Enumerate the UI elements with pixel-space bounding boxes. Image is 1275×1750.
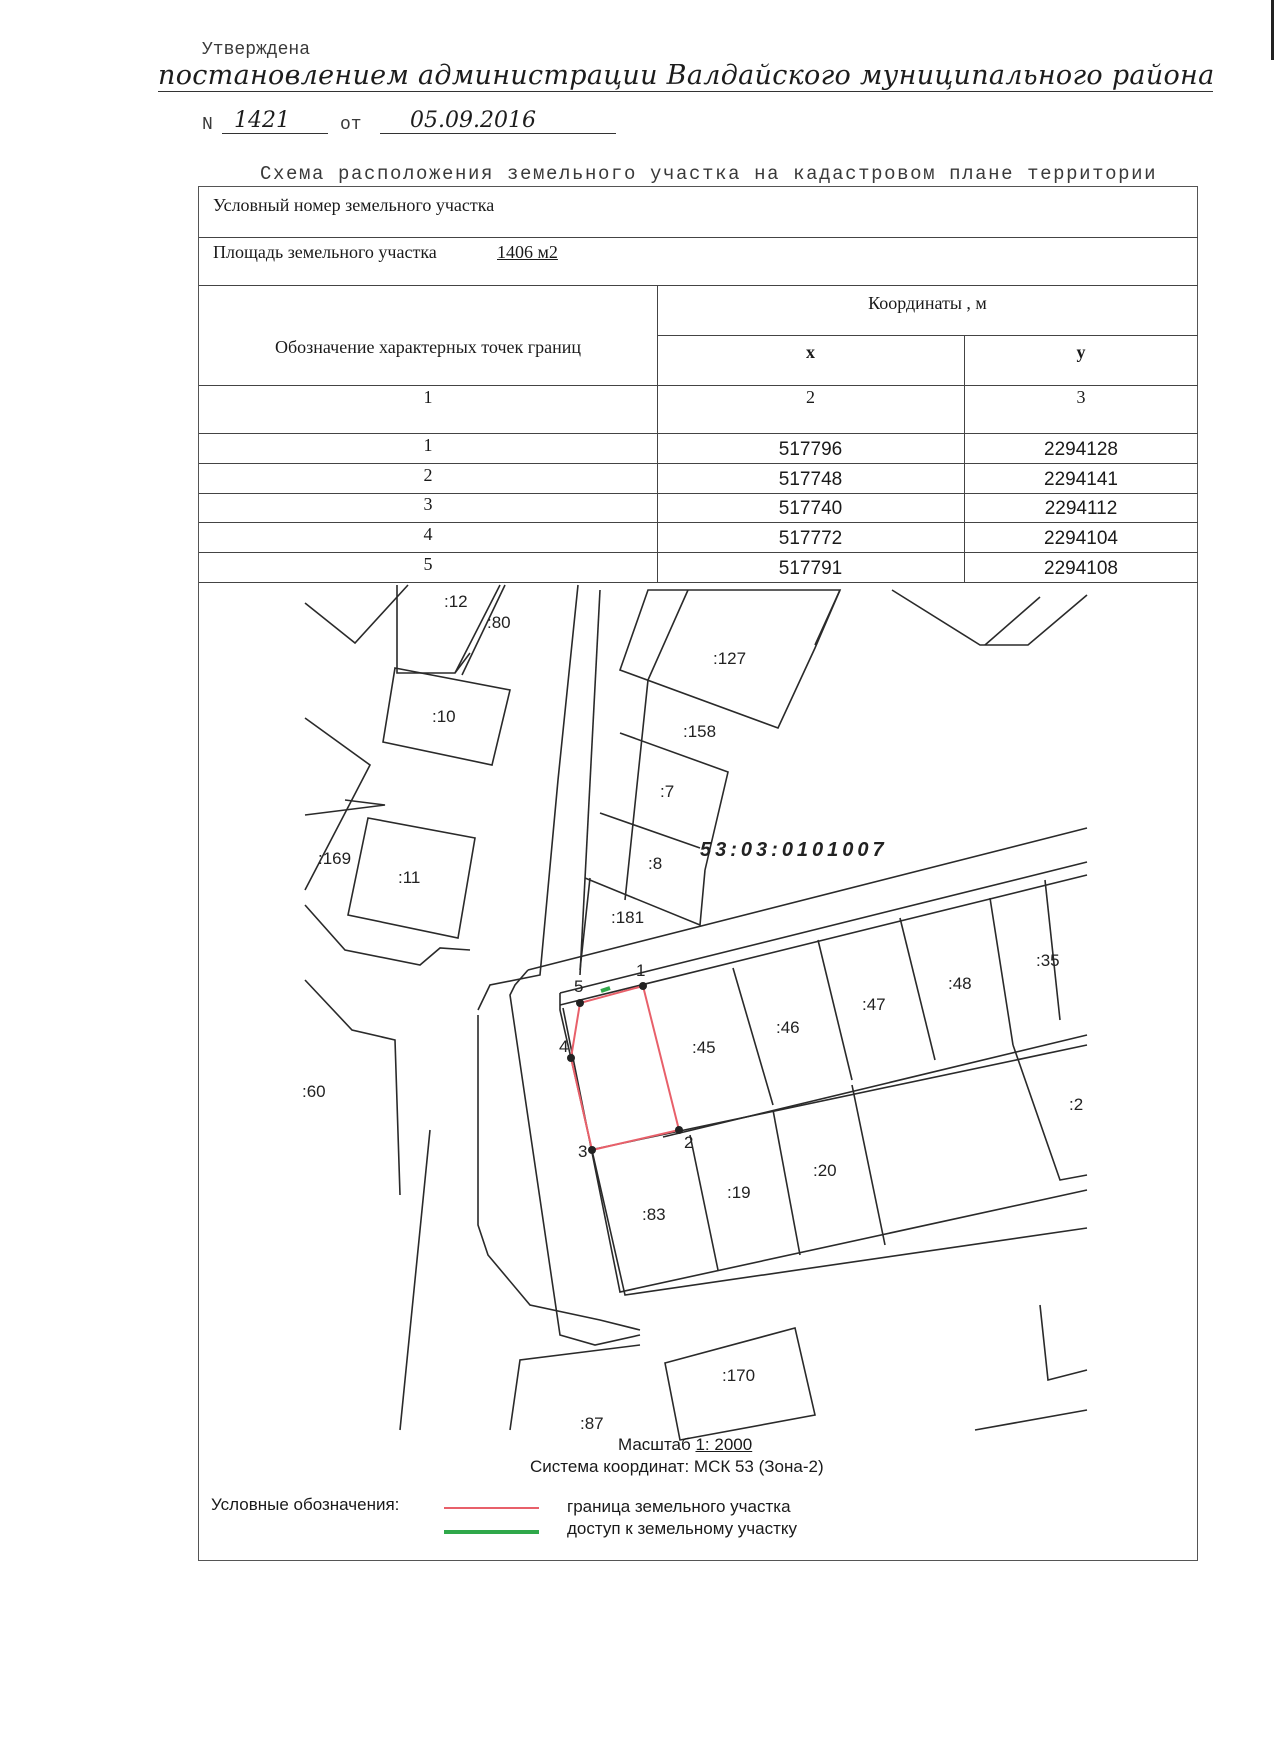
map-parcel-edge — [733, 968, 773, 1105]
map-parcel-label: :127 — [713, 649, 747, 668]
map-parcel-label: :11 — [398, 868, 421, 887]
row-y: 2294112 — [1044, 498, 1118, 519]
map-parcel-edge — [585, 870, 705, 925]
area-label: Площадь земельного участка — [213, 242, 437, 262]
map-parcel-label: :19 — [727, 1183, 751, 1202]
approved-label: Утверждена — [202, 40, 311, 60]
map-parcel-edge — [900, 918, 935, 1060]
map-parcel-edge — [773, 1110, 800, 1255]
map-point-label: 5 — [574, 977, 584, 996]
map-parcel-edge — [852, 1085, 885, 1245]
number-label: N — [202, 115, 213, 135]
y-header: y — [1076, 342, 1086, 362]
map-parcel-label: :158 — [683, 722, 717, 741]
row-y: 2294128 — [1044, 439, 1118, 460]
row-y: 2294108 — [1044, 558, 1118, 579]
map-parcel-label: :7 — [660, 782, 675, 801]
map-quarter-label: 53:03:0101007 — [700, 839, 888, 861]
map-parcel-label: :181 — [611, 908, 645, 927]
row-y: 2294104 — [1044, 528, 1118, 549]
map-point-label: 2 — [684, 1133, 694, 1152]
map-point-3 — [588, 1146, 596, 1154]
map-parcel-edge — [305, 585, 408, 643]
area-value: 1406 м2 — [497, 242, 558, 262]
map-parcel-edge — [1045, 880, 1060, 1020]
map-parcel-label: :2 — [1069, 1095, 1084, 1114]
date-label: от — [340, 115, 362, 135]
map-road-edge — [580, 590, 600, 975]
map-parcel-edge — [990, 898, 1013, 1045]
col-points-header: Обозначение характерных точек границ — [274, 337, 582, 357]
approved-by-text: постановлением администрации Валдайского муниципального района — [158, 60, 1215, 91]
map-parcel-label: :47 — [862, 995, 886, 1014]
coords-header: Координаты , м — [868, 293, 987, 313]
map-parcel-edge — [892, 590, 1087, 645]
scale-line — [618, 1435, 752, 1455]
row-x: 517748 — [778, 469, 843, 490]
map-parcel-edge — [563, 1008, 1087, 1292]
legend-swatch-boundary — [444, 1507, 539, 1509]
map-parcel-label: :46 — [776, 1018, 800, 1037]
date-value: 05.09.2016 — [380, 108, 616, 134]
map-parcel-edge — [818, 940, 852, 1080]
map-parcel-label: :8 — [648, 854, 663, 873]
row-x: 517796 — [778, 439, 843, 460]
number-value: 1421 — [222, 108, 328, 134]
map-road-edge — [510, 1345, 640, 1430]
map-parcel-label: :12 — [444, 592, 468, 611]
row-point: 4 — [423, 524, 433, 544]
map-road-edge — [400, 1130, 430, 1430]
conditional-number-label: Условный номер земельного участка — [213, 195, 495, 215]
x-header: x — [806, 342, 815, 362]
index-col-1: 1 — [423, 387, 433, 407]
map-parcel-edge — [1040, 1305, 1087, 1380]
map-block-boundary — [560, 993, 1087, 1295]
map-point-label: 4 — [559, 1037, 569, 1056]
document-title: Схема расположения земельного участка на кадастровом плане территории — [260, 163, 1158, 185]
legend-label-access: доступ к земельному участку — [567, 1519, 798, 1538]
map-parcel-edge — [690, 1135, 718, 1270]
coord-system: Система координат: МСК 53 (Зона-2) — [530, 1457, 824, 1476]
row-point: 3 — [423, 494, 433, 514]
map-parcel-label: :60 — [302, 1082, 326, 1101]
row-x: 517740 — [778, 498, 843, 519]
map-parcel-label: :20 — [813, 1161, 837, 1180]
map-parcel-edge — [985, 597, 1040, 645]
map-parcel-edge — [600, 813, 700, 848]
map-parcel-label: :87 — [580, 1414, 604, 1433]
map-parcel-label: :45 — [692, 1038, 716, 1057]
map-access-line — [601, 988, 610, 991]
map-road-edge — [478, 585, 578, 1010]
map-block-boundary — [510, 970, 640, 1345]
map-plot-boundary — [571, 986, 679, 1150]
map-point-2 — [675, 1126, 683, 1134]
map-parcel-label: :35 — [1036, 951, 1060, 970]
index-col-3: 3 — [1076, 387, 1086, 407]
row-x: 517772 — [778, 528, 843, 549]
legend-title: Условные обозначения: — [211, 1495, 400, 1514]
row-y: 2294141 — [1044, 469, 1118, 490]
scale-value: 1: 2000 — [695, 1435, 753, 1454]
map-parcel-label: :48 — [948, 974, 972, 993]
row-point: 2 — [423, 465, 433, 485]
map-parcel-label: :83 — [642, 1205, 666, 1224]
row-point: 5 — [423, 554, 433, 574]
row-x: 517791 — [778, 558, 843, 579]
map-parcel-label: :170 — [722, 1366, 756, 1385]
map-point-5 — [576, 999, 584, 1007]
scale-label: Масштаб — [618, 1435, 691, 1454]
map-point-1 — [639, 982, 647, 990]
map-point-label: 1 — [636, 961, 646, 980]
index-col-2: 2 — [806, 387, 815, 407]
map-parcel-label: :80 — [487, 613, 511, 632]
map-parcel-label: :10 — [432, 707, 456, 726]
legend-label-boundary: граница земельного участка — [567, 1497, 791, 1516]
map-point-label: 3 — [578, 1142, 588, 1161]
map-parcel-label: :169 — [318, 849, 352, 868]
map-road-edge — [478, 1015, 640, 1330]
legend-swatch-access — [444, 1530, 539, 1534]
row-point: 1 — [423, 435, 433, 455]
map-parcel-edge — [975, 1410, 1087, 1430]
